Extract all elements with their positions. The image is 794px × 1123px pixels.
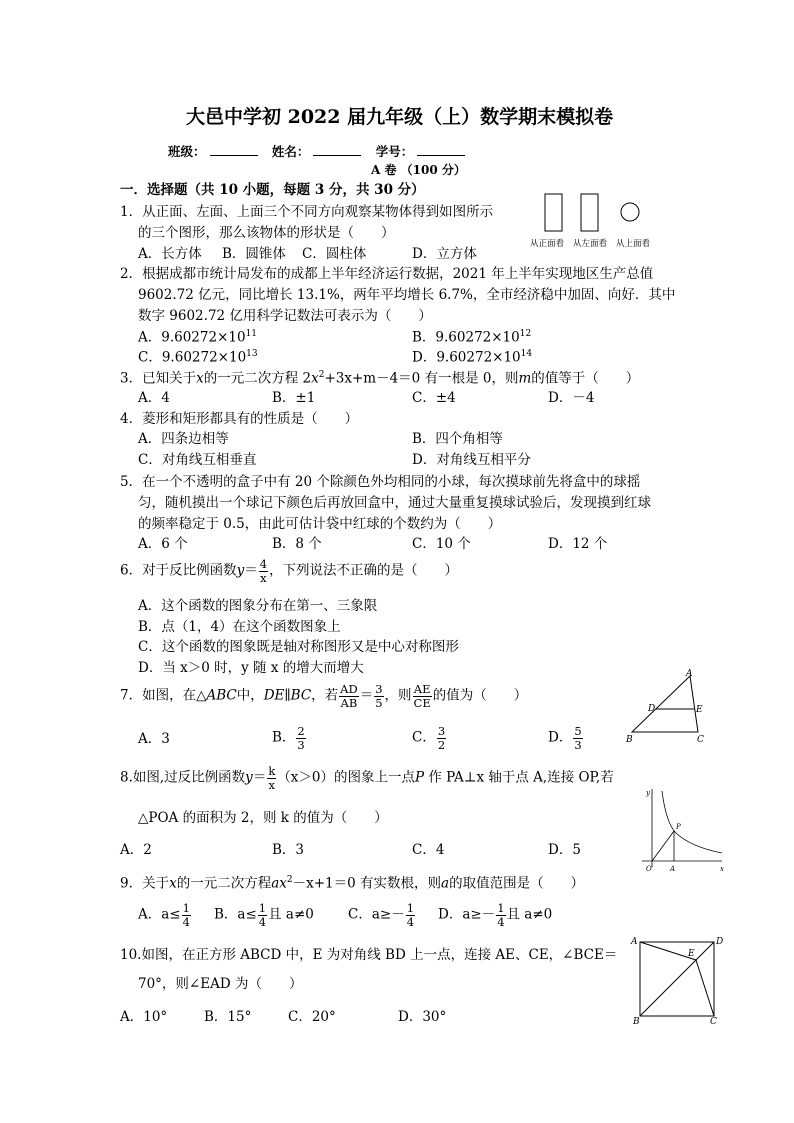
q1-option-d: D．立方体 (412, 246, 477, 262)
left-view-label: 从左面看 (573, 239, 608, 249)
q2-line2: 9602.72 亿元，同比增长 13.1%，两年平均增长 6.7%，全市经济稳中加固、向好．其中 (138, 287, 676, 303)
label-c: C (697, 735, 704, 745)
id-blank (417, 143, 465, 156)
q10-option-a: A．10° (120, 1009, 168, 1025)
label-b: B (633, 1017, 640, 1026)
square-figure (628, 932, 728, 1026)
q2-option-d: D．$9.60272\times 10^{14}$ (412, 349, 533, 366)
segment-ce (696, 960, 714, 1016)
q10-option-c: C．20° (288, 1009, 336, 1025)
q6-option-b: B．点（1，4）在这个函数图象上 (138, 619, 341, 635)
q8-option-c: C．4 (412, 842, 445, 858)
label-c: C (710, 1017, 717, 1026)
axis-label-x: x (720, 865, 724, 873)
q9-option-d: D．a≥－ $\frac{1}{4}$ 且 a≠0 (438, 901, 553, 929)
segment-op (652, 831, 674, 861)
name-label: 姓名： (271, 144, 310, 159)
top-view-circle (621, 203, 639, 221)
q5-line3: 的频率稳定于 0.5，由此可估计袋中红球的个数约为（ ） (138, 516, 502, 532)
student-info-row (168, 143, 469, 159)
q4-option-c: C．对角线互相垂直 (138, 452, 257, 468)
q8-option-a: A．2 (120, 842, 152, 858)
axis-label-y: y (646, 789, 650, 797)
q3-option-d: D．－4 (548, 390, 595, 406)
q2-line3: 数字 9602.72 亿用科学记数法可表示为（ ） (138, 308, 432, 324)
q1-line1: 1．从正面、左面、上面三个不同方向观察某物体得到如图所示 (120, 204, 494, 220)
label-d: D (716, 937, 724, 947)
label-e: E (688, 949, 695, 959)
q4-stem: 4．菱形和矩形都具有的性质是（ ） (120, 411, 359, 427)
q1-option-b: B．圆锥体 (222, 246, 286, 262)
q9-option-b: B．a≤ $\frac{1}{4}$ 且 a≠0 (214, 901, 314, 929)
front-view-rect (545, 194, 562, 231)
class-label: 班级： (168, 144, 206, 159)
q6-option-a: A．这个函数的图象分布在第一、三象限 (138, 598, 378, 614)
q3-stem: 3．已知关于x的一元二次方程 $2x^2+3x+m-4=0$ 有一根是 0，则m的值等于（ ） (120, 370, 640, 387)
hyperbola-curve (662, 791, 722, 853)
q3-option-c: C．±4 (412, 390, 456, 406)
q8-stem-line1: 8.如图,过反比例函数y＝ $\frac{k}{x}$ （x＞0）的图象上一点P 作 PA⊥x 轴于点 A,连接 OP,若 (120, 764, 614, 792)
label-b: B (626, 735, 633, 745)
q5-option-a: A．6 个 (138, 536, 188, 552)
triangle-abc (632, 676, 698, 732)
front-view-label: 从正面看 (530, 239, 565, 249)
triangle-figure (622, 666, 712, 746)
label-a: A (670, 865, 676, 873)
q9-stem: 9．关于x的一元二次方程$ax^2-x+1=0$ 有实数根，则a的取值范围是（ ） (120, 875, 585, 892)
label-o: O (646, 865, 652, 873)
label-a: A (686, 669, 693, 679)
q10-line1: 10.如图，在正方形 ABCD 中，E 为对角线 BD 上一点，连接 AE、CE，∠BCE＝ (120, 947, 618, 963)
top-view-label: 从上面看 (616, 239, 651, 249)
q10-option-b: B．15° (204, 1009, 252, 1025)
q8-option-d: D．5 (548, 842, 581, 858)
part-heading: 一．选择题（共 10 小题，每题 3 分，共 30 分） (120, 182, 425, 198)
q6-option-d: D．当 x＞0 时，y 随 x 的增大而增大 (138, 660, 364, 676)
q5-option-b: B．8 个 (272, 536, 322, 552)
label-a: A (631, 937, 638, 947)
q10-option-d: D．30° (398, 1009, 447, 1025)
label-e: E (696, 705, 703, 715)
q2-line1: 2．根据成都市统计局发布的成都上半年经济运行数据，2021 年上半年实现地区生产总值 (120, 266, 654, 282)
q5-option-c: C．10 个 (412, 536, 471, 552)
q7-option-b: B． $\frac{2}{3}$ (272, 724, 305, 752)
q6-stem: 6．对于反比例函数y＝ $\frac{4}{x}$ ，下列说法不正确的是（ ） (120, 557, 459, 585)
q4-option-a: A．四条边相等 (138, 431, 229, 447)
q4-option-d: D．对角线互相平分 (412, 452, 531, 468)
q2-option-c: C．$9.60272\times 10^{13}$ (138, 349, 258, 366)
label-p: P (676, 823, 681, 831)
q2-option-a: A．$9.60272\times 10^{11}$ (138, 329, 258, 346)
hyperbola-figure (636, 785, 728, 877)
q7-option-d: D． $\frac{5}{3}$ (548, 724, 582, 752)
q3-option-a: A．4 (138, 390, 170, 406)
id-label: 学号： (375, 144, 414, 159)
section-a-heading: A 卷 （100 分） (371, 163, 466, 177)
q4-option-b: B．四个角相等 (412, 431, 503, 447)
q6-option-c: C．这个函数的图象既是轴对称图形又是中心对称图形 (138, 639, 459, 655)
q10-line2: 70°，则∠EAD 为（ ） (138, 976, 303, 992)
q8-stem-line2: △POA 的面积为 2，则 k 的值为（ ） (138, 810, 388, 826)
name-blank (313, 143, 361, 156)
q3-option-b: B．±1 (272, 390, 316, 406)
page-title: 大邑中学初 2022 届九年级（上）数学期末模拟卷 (186, 106, 614, 128)
q2-option-b: B．$9.60272\times 10^{12}$ (412, 329, 532, 346)
label-d: D (648, 704, 656, 714)
q7-option-c: C． $\frac{3}{2}$ (412, 724, 446, 752)
q1-line2: 的三个图形，那么该物体的形状是（ ） (138, 225, 395, 241)
q9-option-c: C．a≥－ $\frac{1}{4}$ (348, 901, 415, 929)
left-view-rect (581, 194, 598, 231)
three-views-figure (526, 190, 666, 252)
q5-line2: 匀，随机摸出一个球记下颜色后再放回盒中，通过大量重复摸球试验后，发现摸到红球 (138, 495, 651, 511)
class-blank (210, 143, 258, 156)
q1-option-a: A．长方体 (138, 246, 202, 262)
diagonal-bd (640, 942, 714, 1016)
q9-option-a: A．a≤ $\frac{1}{4}$ (138, 901, 190, 929)
q1-option-c: C．圆柱体 (302, 246, 367, 262)
q7-stem: 7．如图，在△ABC中，DE∥BC，若 $\frac{AD}{AB}$ ＝ $\frac{3}{5}$ ，则 $\frac{AE}{CE}$ 的值为（ ） (120, 682, 528, 710)
q8-option-b: B．3 (272, 842, 305, 858)
q7-option-a: A．3 (138, 731, 170, 747)
q5-line1: 5．在一个不透明的盒子中有 20 个除颜色外均相同的小球，每次摸球前先将盒中的球摇 (120, 474, 641, 490)
q5-option-d: D．12 个 (548, 536, 608, 552)
